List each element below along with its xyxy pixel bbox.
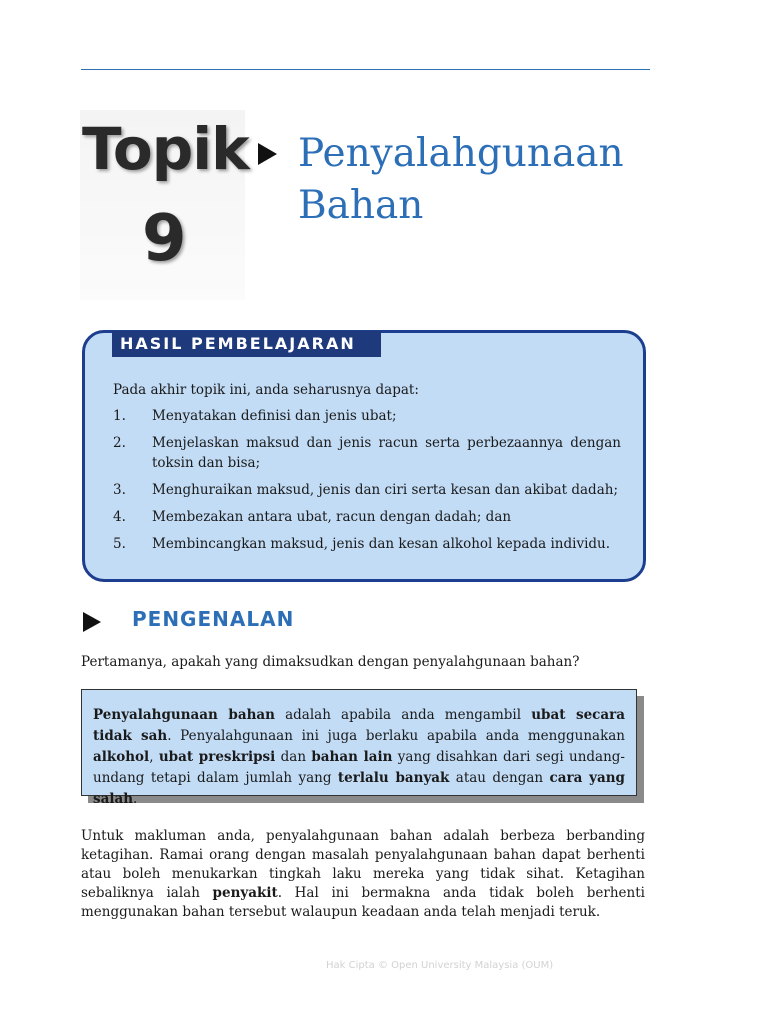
top-rule: [81, 69, 650, 70]
list-item: 2. Menjelaskan maksud dan jenis racun serta perbezaannya dengan toksin dan bisa;: [113, 435, 621, 471]
definition-text: Penyalahgunaan bahan adalah apabila anda mengambil ubat secara tidak sah. Penyalahgunaan ini juga berlaku apabila anda menggunakan alkohol, ubat preskripsi dan bahan lain yang disahkan dari segi undang-undang tetapi dalam jumlah yang terlalu banyak atau dengan cara yang salah.: [93, 707, 625, 807]
list-item: 4. Membezakan antara ubat, racun dengan dadah; dan: [113, 509, 512, 525]
definition-box: [81, 689, 637, 807]
learning-outcomes-intro: Pada akhir topik ini, anda seharusnya dapat:: [113, 382, 419, 398]
copyright-footer: Hak Cipta © Open University Malaysia (OUM): [326, 960, 554, 971]
body-paragraph: Untuk makluman anda, penyalahgunaan bahan adalah berbeza berbanding ketagihan. Ramai orang dengan masalah penyalahgunaan bahan dapat berhenti atau boleh menukarkan tingkah laku mereka yang tidak sihat. Ketagihan sebaliknya ialah penyakit. Hal ini bermakna anda tidak boleh berhenti menggunakan bahan tersebut walaupun keadaan anda telah menjadi teruk.: [81, 828, 645, 920]
chapter-title-line2: Bahan: [298, 183, 424, 228]
list-item: 3. Menghuraikan maksud, jenis dan ciri serta kesan dan akibat dadah;: [113, 482, 618, 498]
topic-number: 9: [142, 202, 187, 276]
section-arrow-icon: [83, 612, 101, 632]
learning-outcomes-list: [113, 406, 621, 561]
list-item: 1. Menyatakan definisi dan jenis ubat;: [113, 408, 397, 424]
learning-outcomes-heading: HASIL PEMBELAJARAN: [112, 331, 381, 357]
intro-question: Pertamanya, apakah yang dimaksudkan dengan penyalahgunaan bahan?: [81, 654, 580, 670]
topic-badge: [80, 110, 249, 300]
title-arrow-icon: [258, 143, 277, 165]
list-item: 5. Membincangkan maksud, jenis dan kesan alkohol kepada individu.: [113, 536, 611, 552]
chapter-title-line1: Penyalahgunaan: [298, 131, 624, 176]
topic-label: Topik: [82, 115, 249, 183]
chapter-title: [298, 128, 624, 232]
section-heading: PENGENALAN: [132, 607, 295, 631]
